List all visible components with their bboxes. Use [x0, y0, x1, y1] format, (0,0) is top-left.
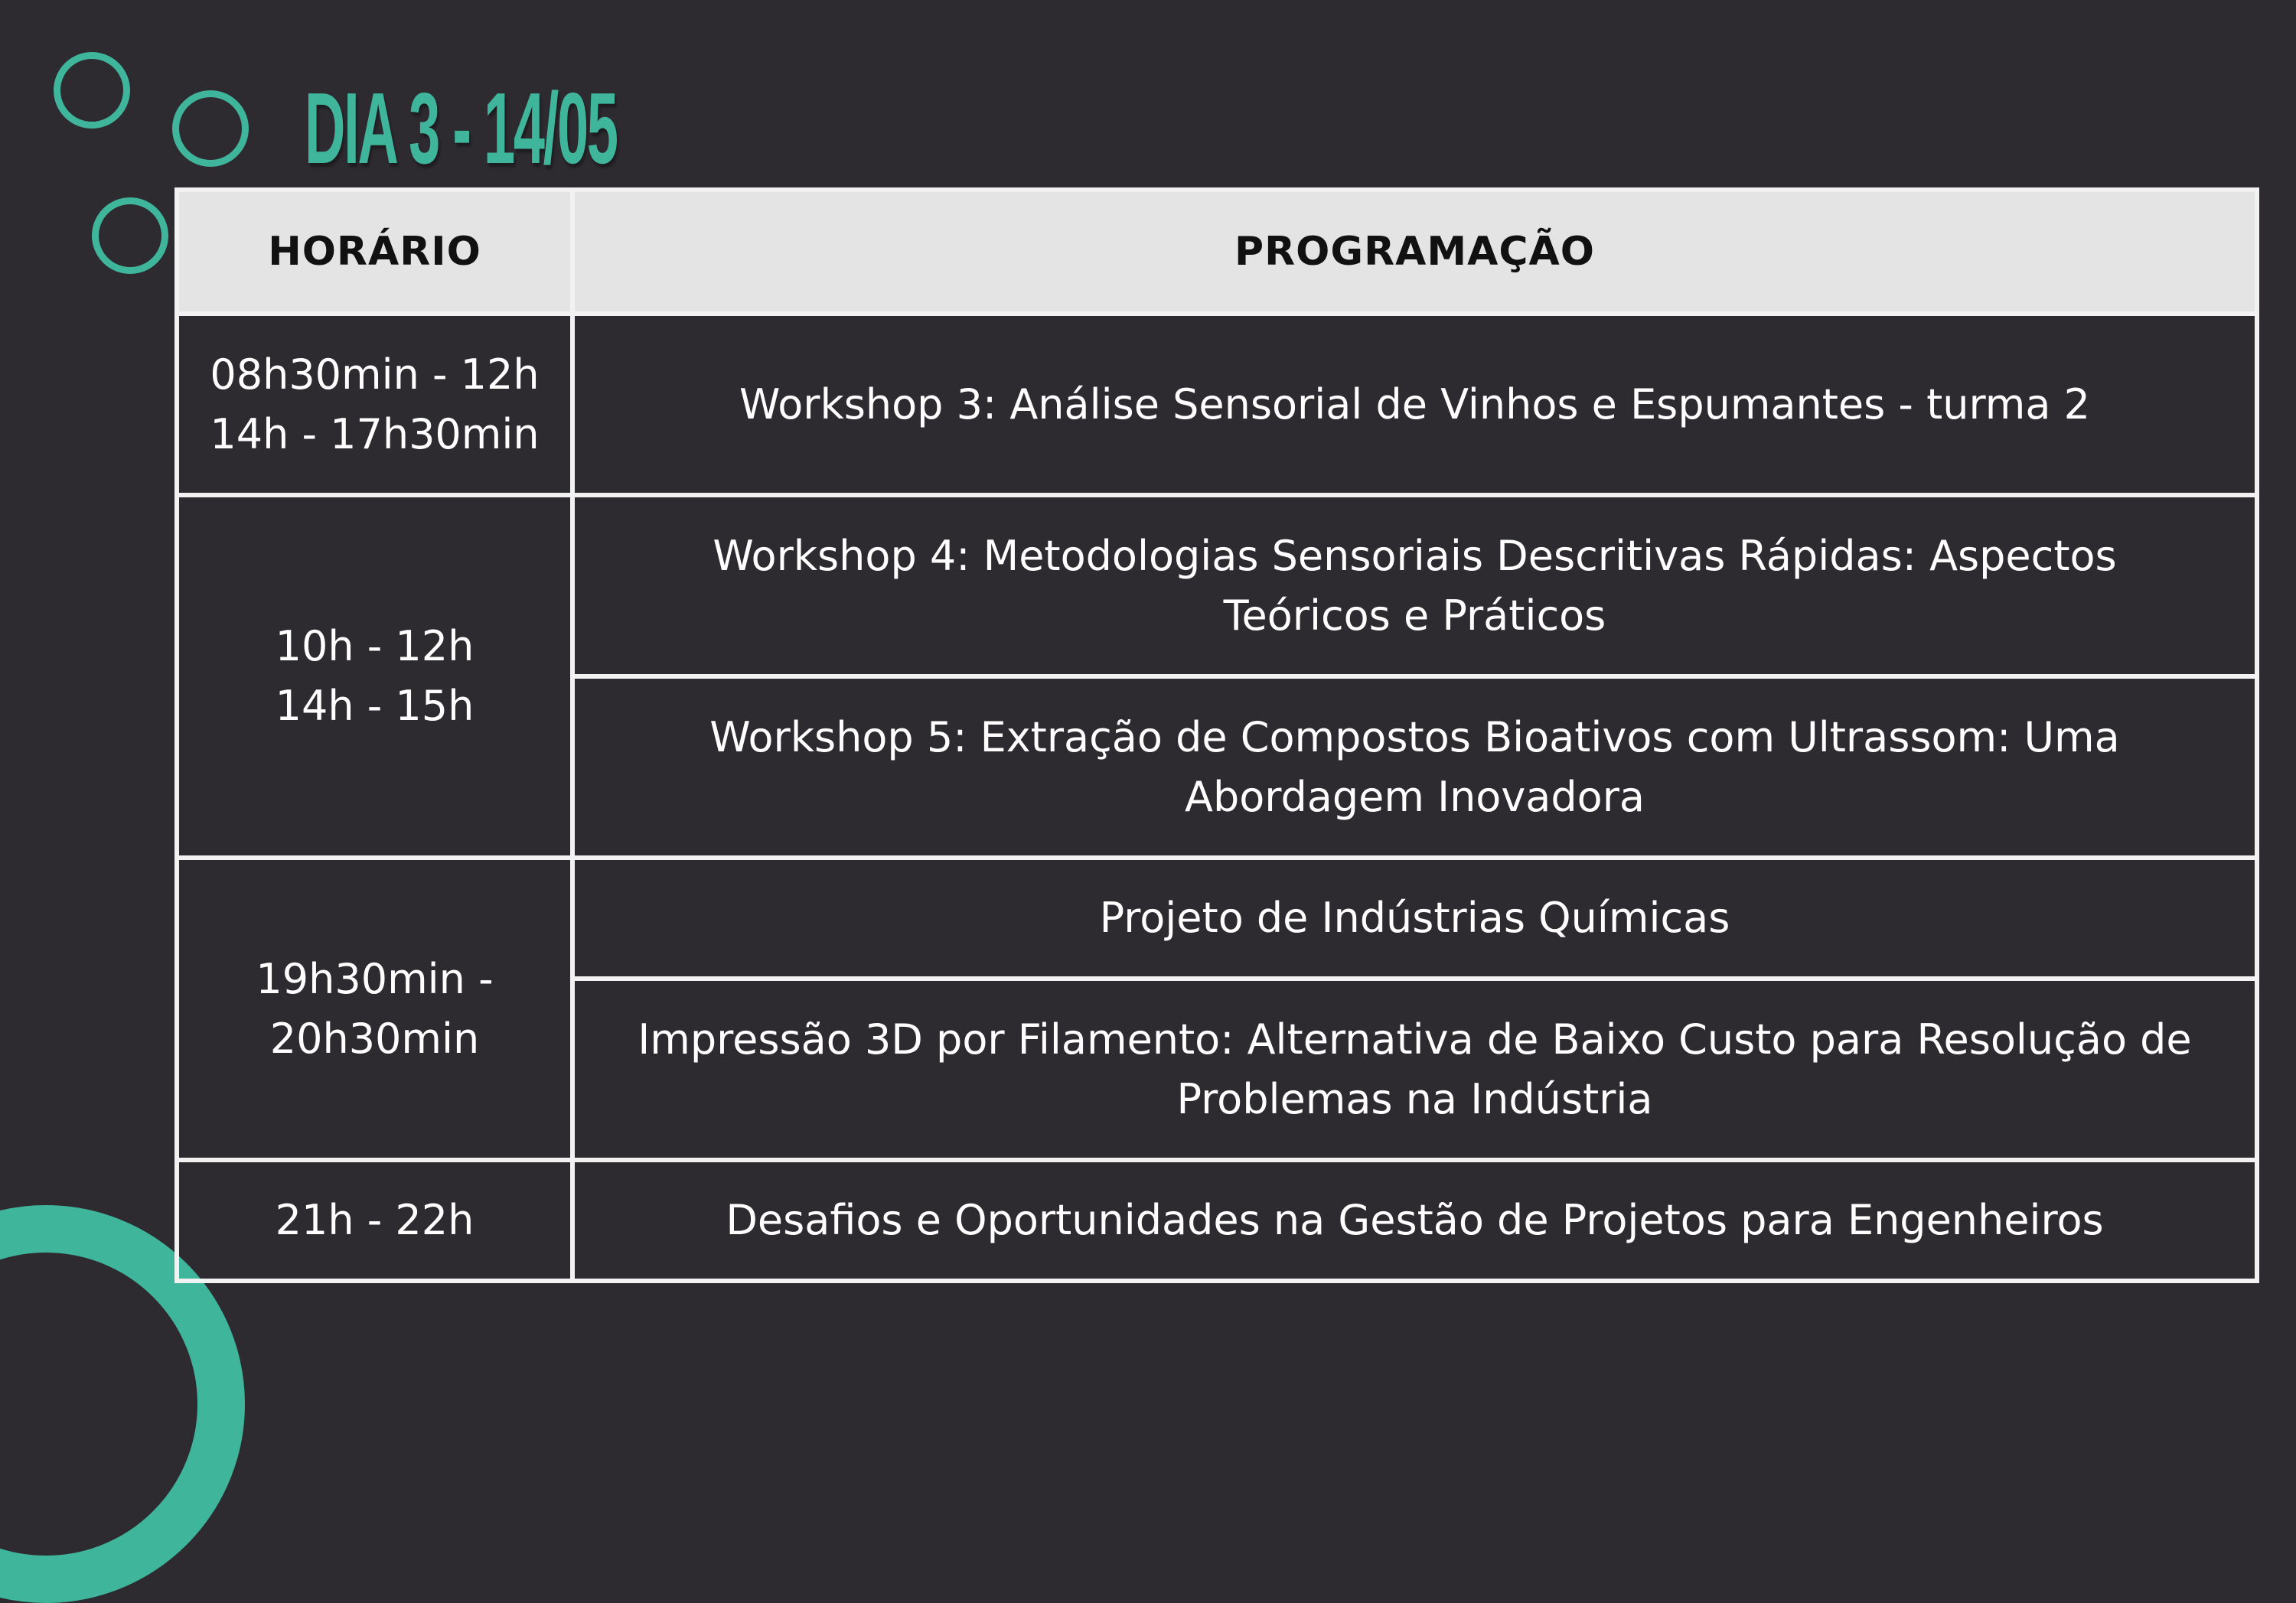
program-text: Impressão 3D por Filamento: Alternativa de Baixo Custo para Resolução de: [638, 1015, 2192, 1064]
time-text: 20h30min: [269, 1014, 480, 1063]
schedule-table: [174, 187, 2259, 1283]
time-text: 14h - 15h: [275, 682, 475, 730]
table-row: [177, 314, 2257, 495]
time-text: 10h - 12h: [275, 622, 475, 670]
program-cell: Workshop 3: Análise Sensorial de Vinhos e Espumantes - turma 2: [572, 314, 2257, 495]
decorative-circle-icon: [54, 52, 130, 129]
program-text: Problemas na Indústria: [1176, 1074, 1653, 1123]
page-title: DIA 3 - 14/05: [305, 71, 617, 184]
table-row: [177, 1160, 2257, 1281]
decorative-circle-icon: [92, 197, 168, 274]
program-cell: [572, 676, 2257, 858]
time-cell: [177, 495, 572, 858]
time-text: 08h30min - 12h: [210, 350, 540, 399]
program-text: Workshop 5: Extração de Compostos Bioativos com Ultrassom: Uma: [709, 712, 2120, 761]
time-column-header: HORÁRIO: [177, 190, 572, 314]
program-text: Workshop 4: Metodologias Sensoriais Descritivas Rápidas: Aspectos: [713, 531, 2117, 580]
table-row: [177, 495, 2257, 676]
program-column-header: PROGRAMAÇÃO: [572, 190, 2257, 314]
time-cell: 21h - 22h: [177, 1160, 572, 1281]
table-header-row: [177, 190, 2257, 314]
program-cell: [572, 495, 2257, 676]
time-text: 14h - 17h30min: [210, 409, 540, 458]
time-text: 19h30min -: [256, 954, 494, 1003]
program-text: Teóricos e Práticos: [1223, 591, 1606, 640]
table-row: [177, 858, 2257, 979]
program-cell: Desafios e Oportunidades na Gestão de Projetos para Engenheiros: [572, 1160, 2257, 1281]
program-cell: [572, 979, 2257, 1160]
time-cell: [177, 858, 572, 1160]
program-text: Abordagem Inovadora: [1185, 772, 1645, 821]
decorative-circle-icon: [172, 90, 249, 167]
time-cell: [177, 314, 572, 495]
program-cell: Projeto de Indústrias Químicas: [572, 858, 2257, 979]
